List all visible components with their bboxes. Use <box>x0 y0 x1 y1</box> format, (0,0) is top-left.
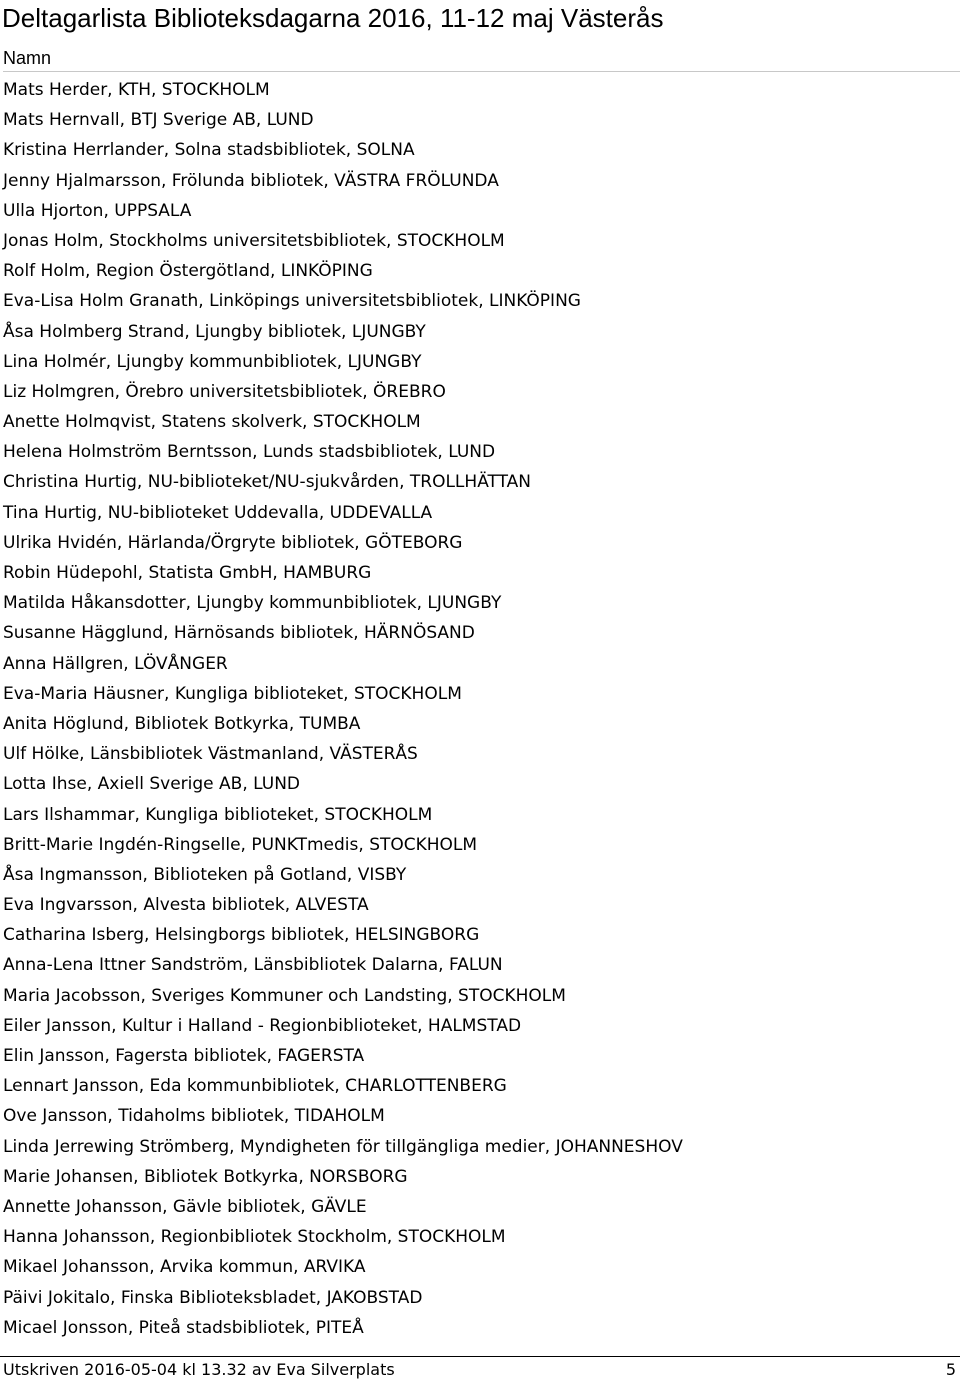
participant-list <box>3 75 683 1343</box>
participant-item: Lars Ilshammar, Kungliga biblioteket, STOCKHOLM <box>3 804 433 825</box>
page-number: 5 <box>945 1360 956 1379</box>
participant-item: Jonas Holm, Stockholms universitetsbibliotek, STOCKHOLM <box>3 230 505 251</box>
participant-item: Åsa Holmberg Strand, Ljungby bibliotek, LJUNGBY <box>3 321 426 342</box>
participant-item: Jenny Hjalmarsson, Frölunda bibliotek, VÄSTRA FRÖLUNDA <box>3 170 499 191</box>
footer-divider <box>0 1356 960 1357</box>
participant-item: Päivi Jokitalo, Finska Biblioteksbladet, JAKOBSTAD <box>3 1287 423 1308</box>
participant-item: Christina Hurtig, NU-biblioteket/NU-sjukvården, TROLLHÄTTAN <box>3 472 531 493</box>
participant-item: Lotta Ihse, Axiell Sverige AB, LUND <box>3 774 301 795</box>
participant-item: Eiler Jansson, Kultur i Halland - Regionbiblioteket, HALMSTAD <box>3 1015 522 1036</box>
participant-item: Mats Herder, KTH, STOCKHOLM <box>3 80 270 100</box>
participant-item: Hanna Johansson, Regionbibliotek Stockholm, STOCKHOLM <box>3 1227 506 1248</box>
participant-item: Catharina Isberg, Helsingborgs bibliotek, HELSINGBORG <box>3 925 480 946</box>
participant-item: Ulla Hjorton, UPPSALA <box>3 200 192 221</box>
participant-item: Maria Jacobsson, Sveriges Kommuner och Landsting, STOCKHOLM <box>3 985 566 1006</box>
participant-item: Helena Holmström Berntsson, Lunds stadsbibliotek, LUND <box>3 442 496 463</box>
participant-item: Matilda Håkansdotter, Ljungby kommunbibliotek, LJUNGBY <box>3 593 502 614</box>
participant-item: Liz Holmgren, Örebro universitetsbibliotek, ÖREBRO <box>3 381 446 402</box>
participant-item: Marie Johansen, Bibliotek Botkyrka, NORSBORG <box>3 1166 408 1187</box>
participant-item: Mikael Johansson, Arvika kommun, ARVIKA <box>3 1257 366 1278</box>
participant-item: Ulf Hölke, Länsbibliotek Västmanland, VÄSTERÅS <box>3 744 418 765</box>
participant-item: Anette Holmqvist, Statens skolverk, STOCKHOLM <box>3 412 421 433</box>
participant-item: Eva Ingvarsson, Alvesta bibliotek, ALVESTA <box>3 895 369 916</box>
participant-item: Lina Holmér, Ljungby kommunbibliotek, LJUNGBY <box>3 351 422 372</box>
participant-item: Robin Hüdepohl, Statista GmbH, HAMBURG <box>3 563 372 583</box>
participant-item: Rolf Holm, Region Östergötland, LINKÖPING <box>3 261 373 282</box>
participant-item: Ulrika Hvidén, Härlanda/Örgryte bibliotek, GÖTEBORG <box>3 532 463 553</box>
participant-item: Kristina Herrlander, Solna stadsbibliotek, SOLNA <box>3 140 415 161</box>
participant-item: Micael Jonsson, Piteå stadsbibliotek, PITEÅ <box>3 1317 364 1338</box>
participant-item: Ove Jansson, Tidaholms bibliotek, TIDAHOLM <box>3 1106 385 1127</box>
participant-item: Eva-Lisa Holm Granath, Linköpings universitetsbibliotek, LINKÖPING <box>3 291 581 312</box>
participant-item: Tina Hurtig, NU-biblioteket Uddevalla, UDDEVALLA <box>3 502 433 523</box>
participant-item: Britt-Marie Ingdén-Ringselle, PUNKTmedis, STOCKHOLM <box>3 834 478 855</box>
participant-item: Eva-Maria Häusner, Kungliga biblioteket, STOCKHOLM <box>3 683 462 704</box>
participant-item: Anna Hällgren, LÖVÅNGER <box>3 653 228 674</box>
column-header-namn: Namn <box>3 47 960 72</box>
participant-item: Åsa Ingmansson, Biblioteken på Gotland, VISBY <box>3 864 407 885</box>
participant-item: Anna-Lena Ittner Sandström, Länsbibliotek Dalarna, FALUN <box>3 955 503 976</box>
participant-item: Linda Jerrewing Strömberg, Myndigheten för tillgängliga medier, JOHANNESHOV <box>3 1136 683 1157</box>
participant-item: Anita Höglund, Bibliotek Botkyrka, TUMBA <box>3 713 361 734</box>
participant-item: Mats Hernvall, BTJ Sverige AB, LUND <box>3 110 314 131</box>
participant-item: Elin Jansson, Fagersta bibliotek, FAGERSTA <box>3 1046 365 1066</box>
footer-printed-info: Utskriven 2016-05-04 kl 13.32 av Eva Silverplats <box>3 1360 395 1379</box>
participant-item: Annette Johansson, Gävle bibliotek, GÄVLE <box>3 1196 367 1217</box>
participant-item: Lennart Jansson, Eda kommunbibliotek, CHARLOTTENBERG <box>3 1076 507 1097</box>
page-title: Deltagarlista Biblioteksdagarna 2016, 11-12 maj Västerås <box>2 3 664 33</box>
participant-item: Susanne Hägglund, Härnösands bibliotek, HÄRNÖSAND <box>3 623 475 644</box>
